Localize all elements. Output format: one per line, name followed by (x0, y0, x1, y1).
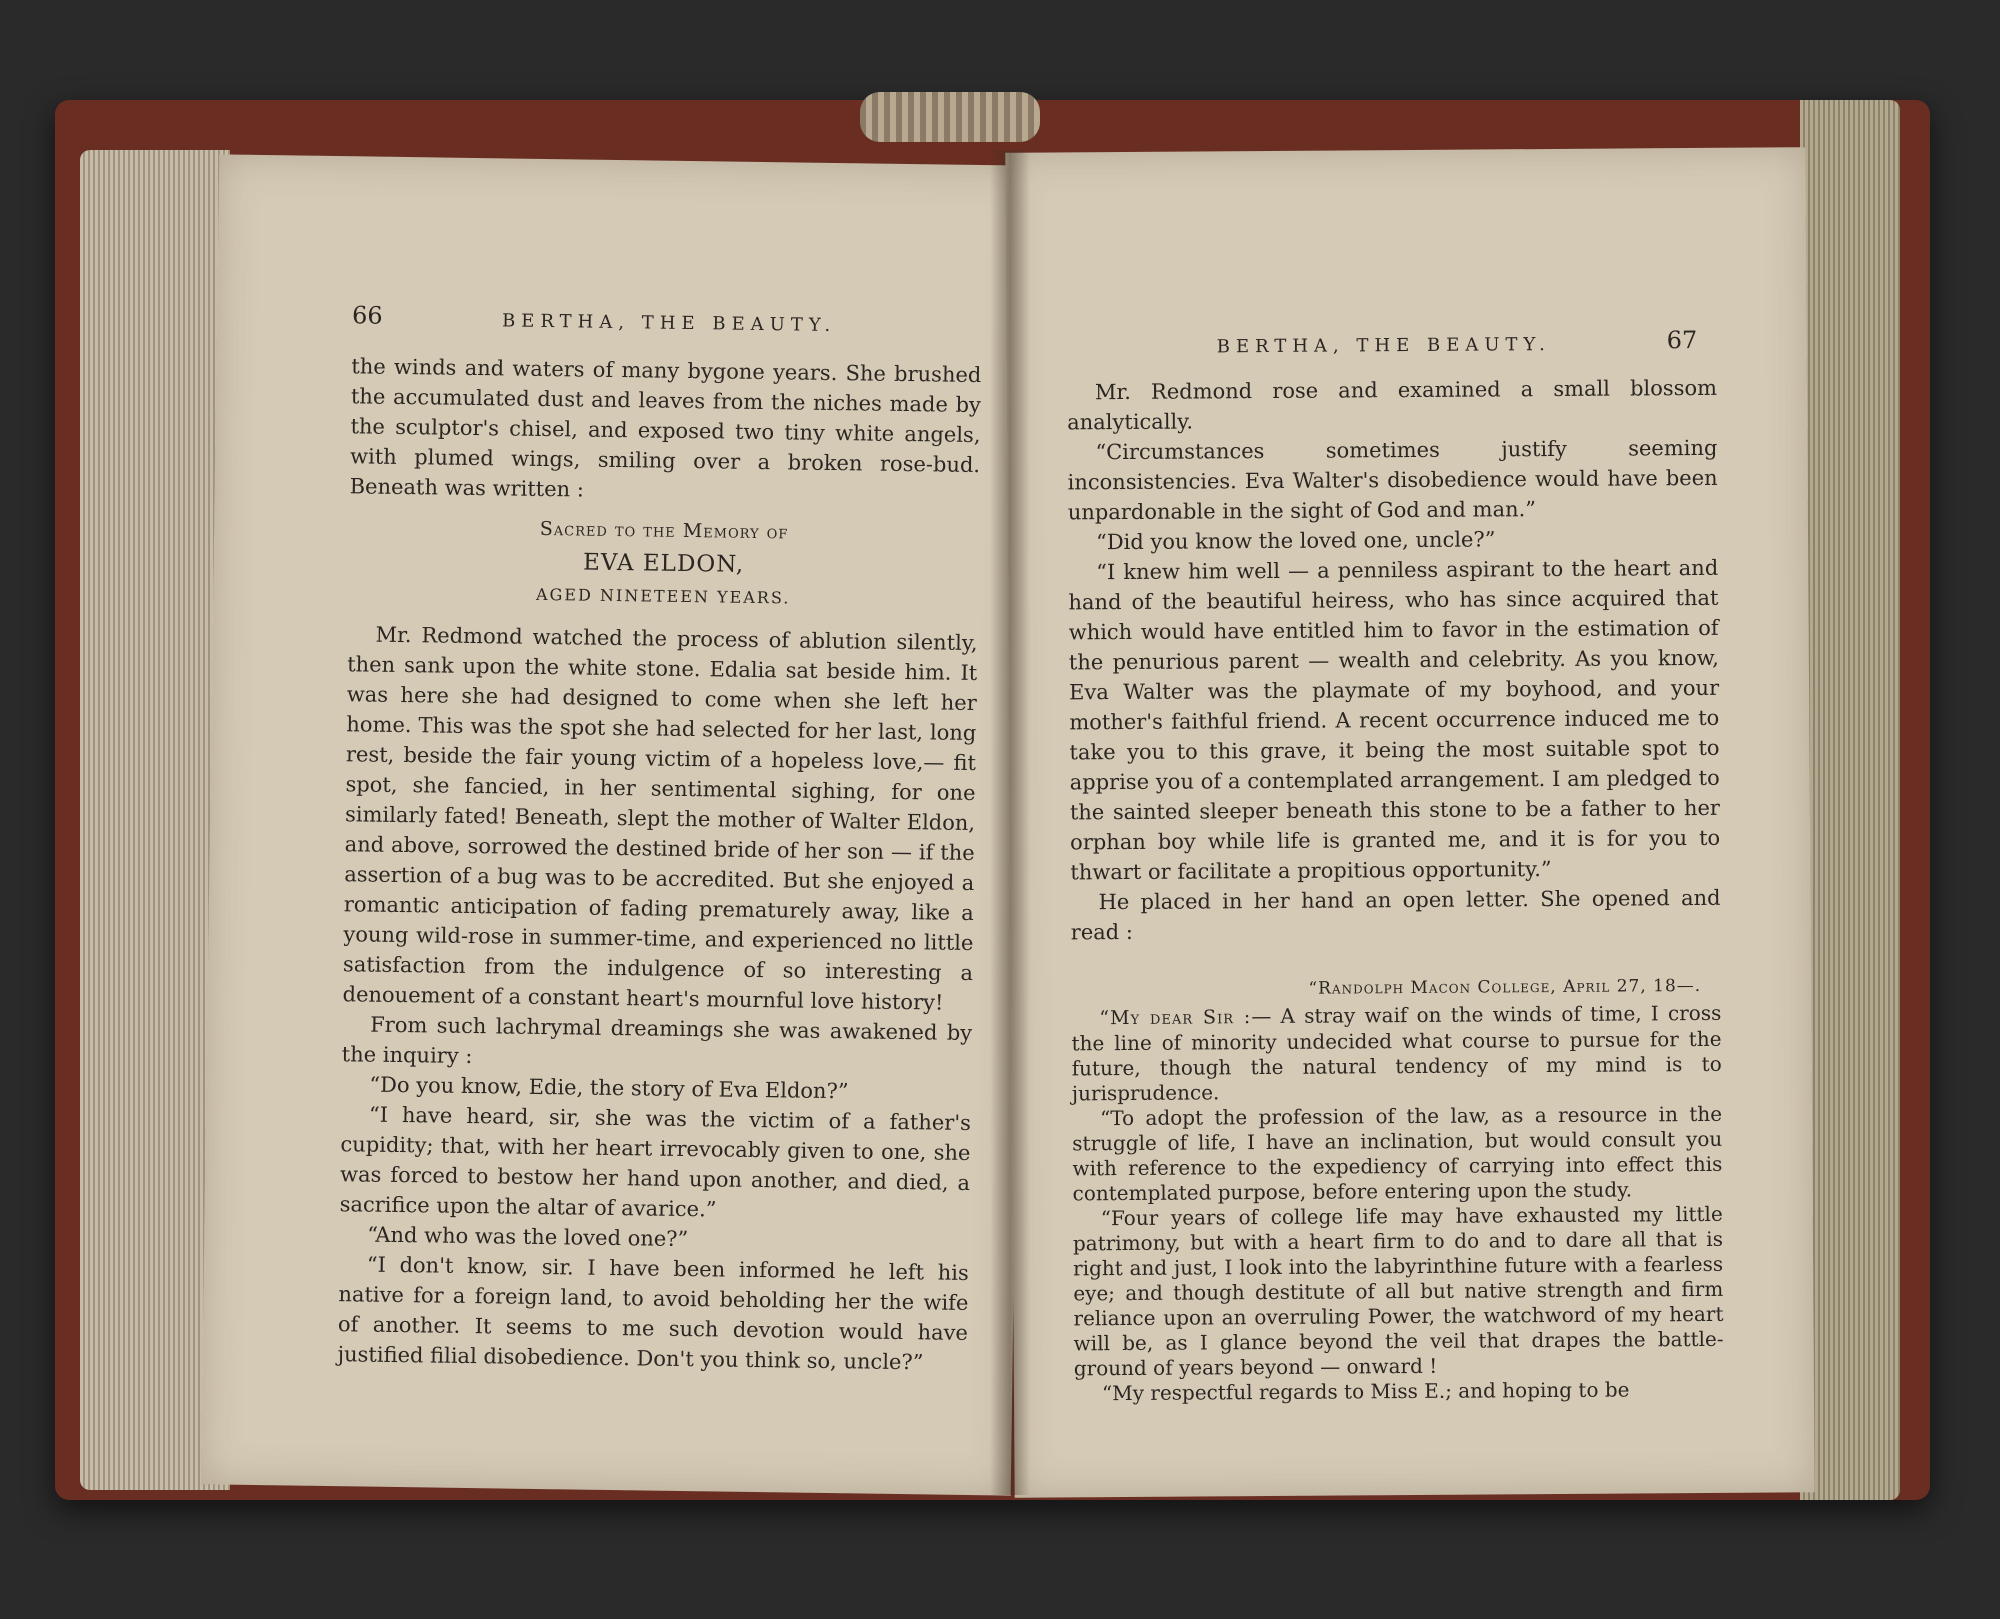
inscription-line-1: Sacred to the Memory of (539, 517, 789, 544)
paragraph-did-you: “Did you know the loved one, uncle?” (1095, 527, 1496, 555)
inscription-age: AGED NINETEEN YEARS. (535, 584, 791, 608)
paragraph-redmond: Mr. Redmond watched the process of ablution silently, then sank upon the white stone. Edalia sat beside him. It was here she had designed to come when she left her home. This was the spot she had selected for her last, long rest, beside the fair young victim of a hopeless love,— fit spot, she fancied, in her sentimental sighing, for one similarly fated! Beneath, slept the mother of Walter Eldon, and above, sorrowed the destined bride of her son — if the assertion of a bug was to be accredited. But she enjoyed a romantic anticipation of fading prematurely away, like a young wild-rose in summer-time, and experienced no little satisfaction from the indulgence of so interesting a denouement of a constant heart's mournful love history! (342, 622, 978, 1015)
right-page-body (1067, 373, 1724, 1407)
inscription (348, 511, 979, 616)
inscription-name: EVA ELDON, (582, 549, 745, 578)
left-running-header: BERTHA, THE BEAUTY. (501, 310, 837, 337)
left-page (201, 154, 1029, 1495)
letter-paragraph-3: “Four years of college life may have exhausted my little patrimony, but with a heart firm to do and to dare all that is right and just, I look into the labyrinthine future with a fearless eye; and though destitute of all but native strength and firm reliance upon an overruling Power, the watchword of my heart will be, as I glance beyond the veil that drapes the battle-ground of years beyond — onward ! (1072, 1201, 1724, 1381)
paragraph-knew: “I knew him well — a penniless aspirant to the heart and hand of the beautiful heiress, who has since acquired that which would have entitled him to favor in the estimation of the penurious parent — wealth and celebrity. As you know, Eva Walter was the playmate of my boyhood, and your mother's faithful friend. A recent occurrence induced me to take you to this grave, it being the most suitable spot to apprise you of a contemplated arrangement. I am pledged to the sainted sleeper beneath this stone to be a father to her orphan boy while life is granted me, and it is for you to thwart or facilitate a propitious opportunity.” (1068, 555, 1721, 885)
letter-salutation: “My dear Sir : (1099, 1006, 1252, 1030)
paragraph-question: “Do you know, Edie, the story of Eva Eldon?” (369, 1072, 849, 1104)
paragraph-who: “And who was the loved one?” (367, 1222, 689, 1252)
paragraph-circumstances: “Circumstances sometimes justify seeming inconsistencies. Eva Walter's disobedience would have been unpardonable in the sight of God and man.” (1067, 435, 1718, 525)
paragraph-heard: “I have heard, sir, she was the victim of a father's cupidity; that, with her heart irrevocably given to one, she was forced to bestow her hand upon another, and died, a sacrifice upon the altar of avarice.” (339, 1102, 972, 1222)
paragraph-inquiry: From such lachrymal dreamings she was awakened by the inquiry : (341, 1012, 973, 1069)
right-running-header: BERTHA, THE BEAUTY. (1216, 334, 1551, 358)
letter-paragraph-4: “My respectful regards to Miss E.; and hoping to be (1101, 1377, 1630, 1406)
right-page-number: 67 (1666, 325, 1698, 355)
book-spine (860, 92, 1040, 142)
letter-paragraph-1: — A stray waif on the winds of time, I cross the line of minority undecided what course to pursue for the future, though the natural tendency of my mind is to jurisprudence. (1071, 1000, 1722, 1106)
paragraph-placed: He placed in her hand an open letter. She opened and read : (1070, 885, 1721, 945)
paragraph-dont-know: “I don't know, sir. I have been informed he left his native for a foreign land, to avoid beholding her the wife of another. It seems to me such devotion would have justified filial disobedience. Don't you think so, uncle?” (337, 1252, 969, 1375)
letter-paragraph-2: “To adopt the profession of the law, as a resource in the struggle of life, I have an inclination, but would consult you with reference to the expediency of carrying into effect this contemplated purpose, before entering upon the study. (1072, 1101, 1723, 1206)
right-page-edges (1800, 100, 1900, 1500)
left-page-number: 66 (351, 301, 383, 330)
left-page-body (337, 351, 981, 1378)
paragraph-opening: the winds and waters of many bygone years. She brushed the accumulated dust and leaves from the niches made by the sculptor's chisel, and exposed two tiny white angels, with plumed wings, smiling over a broken rose-bud. Beneath was written : (349, 354, 982, 502)
paragraph-rose: Mr. Redmond rose and examined a small blossom analytically. (1067, 375, 1718, 435)
letter-body (1071, 1001, 1724, 1407)
right-page (1005, 147, 1814, 1498)
letter-dateline: “Randolph Macon College, April 27, 18—. (1308, 975, 1702, 999)
page-gutter (990, 150, 1030, 1495)
